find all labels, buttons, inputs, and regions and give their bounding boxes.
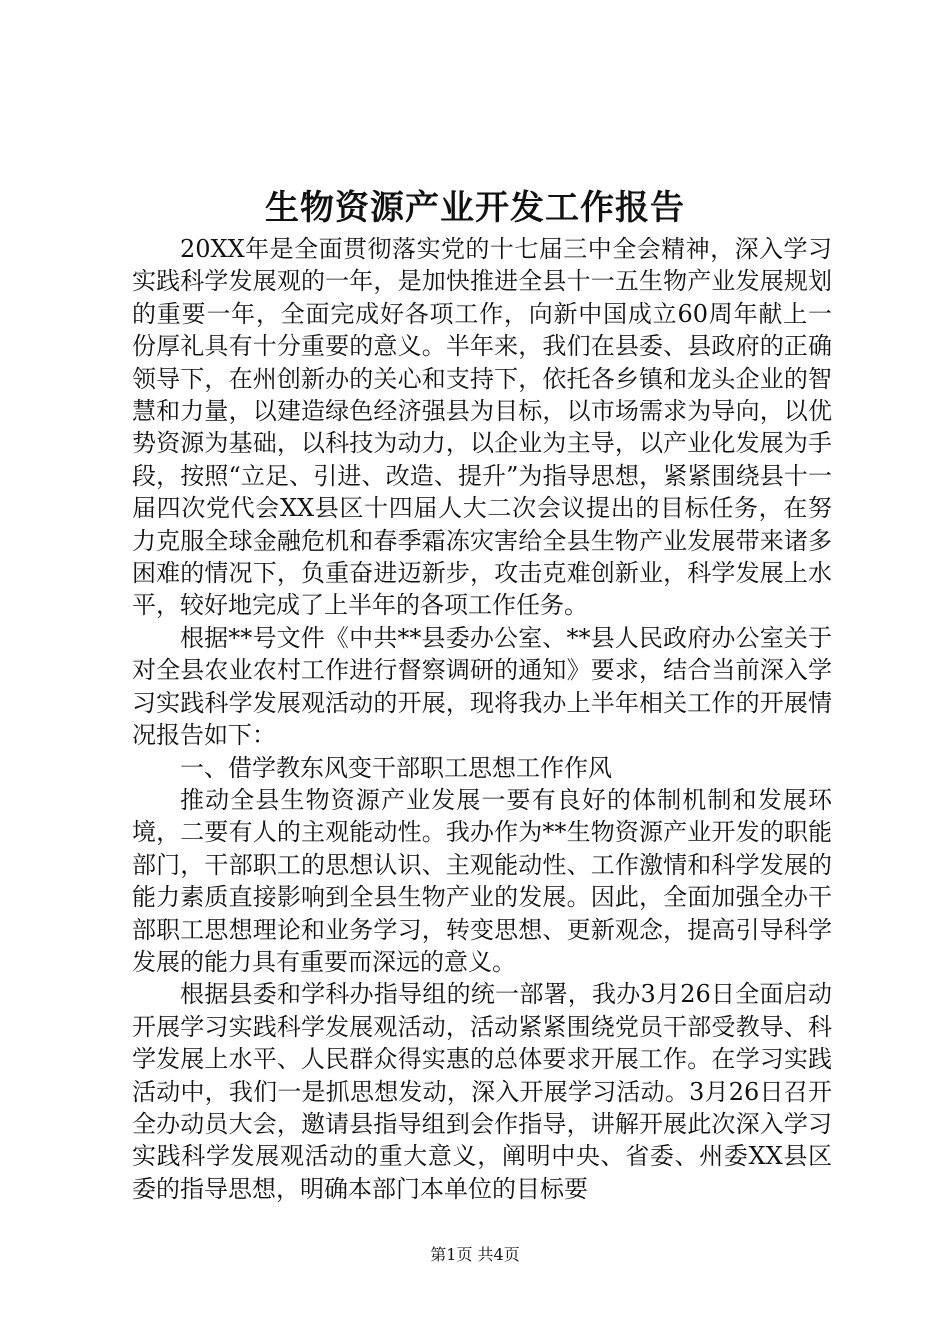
intro-paragraph: 20XX年是全面贯彻落实党的十七届三中全会精神，深入学习实践科学发展观的一年，是加快推进全县十一五生物产业发展规划的重要一年，全面完成好各项工作，向新中国成立60周年献上一份厚礼具有十分重要的意义。半年来，我们在县委、县政府的正确领导下，在州创新办的关心和支持下，依托各乡镇和龙头企业的智慧和力量，以建造绿色经济强县为目标，以市场需求为导向，以优势资源为基础，以科技为动力，以企业为主导，以产业化发展为手段，按照“立足、引进、改造、提升”为指导思想，紧紧围绕县十一届四次党代会XX县区十四届人大二次会议提出的目标任务，在努力克服全球金融危机和春季霜冻灾害给全县生物产业发展带来诸多困难的情况下，负重奋进迈新步，攻击克难创新业，科学发展上水平，较好地完成了上半年的各项工作任务。 — [132, 235, 832, 620]
section-paragraph: 推动全县生物资源产业发展一要有良好的体制机制和发展环境，二要有人的主观能动性。我办作为**生物资源产业开发的职能部门，干部职工的思想认识、主观能动性、工作激情和科学发展的能力素质直接影响到全县生物产业的发展。因此，全面加强全办干部职工思想理论和业务学习，转变思想、更新观念，提高引导科学发展的能力具有重要而深远的意义。 — [132, 785, 832, 976]
document-title: 生物资源产业开发工作报告 — [265, 188, 685, 228]
basis-paragraph: 根据**号文件《中共**县委办公室、**县人民政府办公室关于对全县农业农村工作进行督察调研的通知》要求，结合当前深入学习实践科学发展观活动的开展，现将我办上半年相关工作的开展情况报告如下： — [132, 623, 832, 750]
document-body — [132, 233, 832, 1205]
page-number-footer: 第1页 共4页 — [430, 1245, 520, 1264]
section-paragraph: 根据县委和学科办指导组的统一部署，我办3月26日全面启动开展学习实践科学发展观活动，活动紧紧围绕党员干部受教导、科学发展上水平、人民群众得实惠的总体要求开展工作。在学习实践活动中，我们一是抓思想发动，深入开展学习活动。3月26日召开全办动员大会，邀请县指导组到会作指导，讲解开展此次深入学习实践科学发展观活动的重大意义，阐明中央、省委、州委XX县区委的指导思想，明确本部门本单位的目标要 — [132, 980, 832, 1203]
section-heading: 一、借学教东风变干部职工思想工作作风 — [180, 753, 612, 782]
